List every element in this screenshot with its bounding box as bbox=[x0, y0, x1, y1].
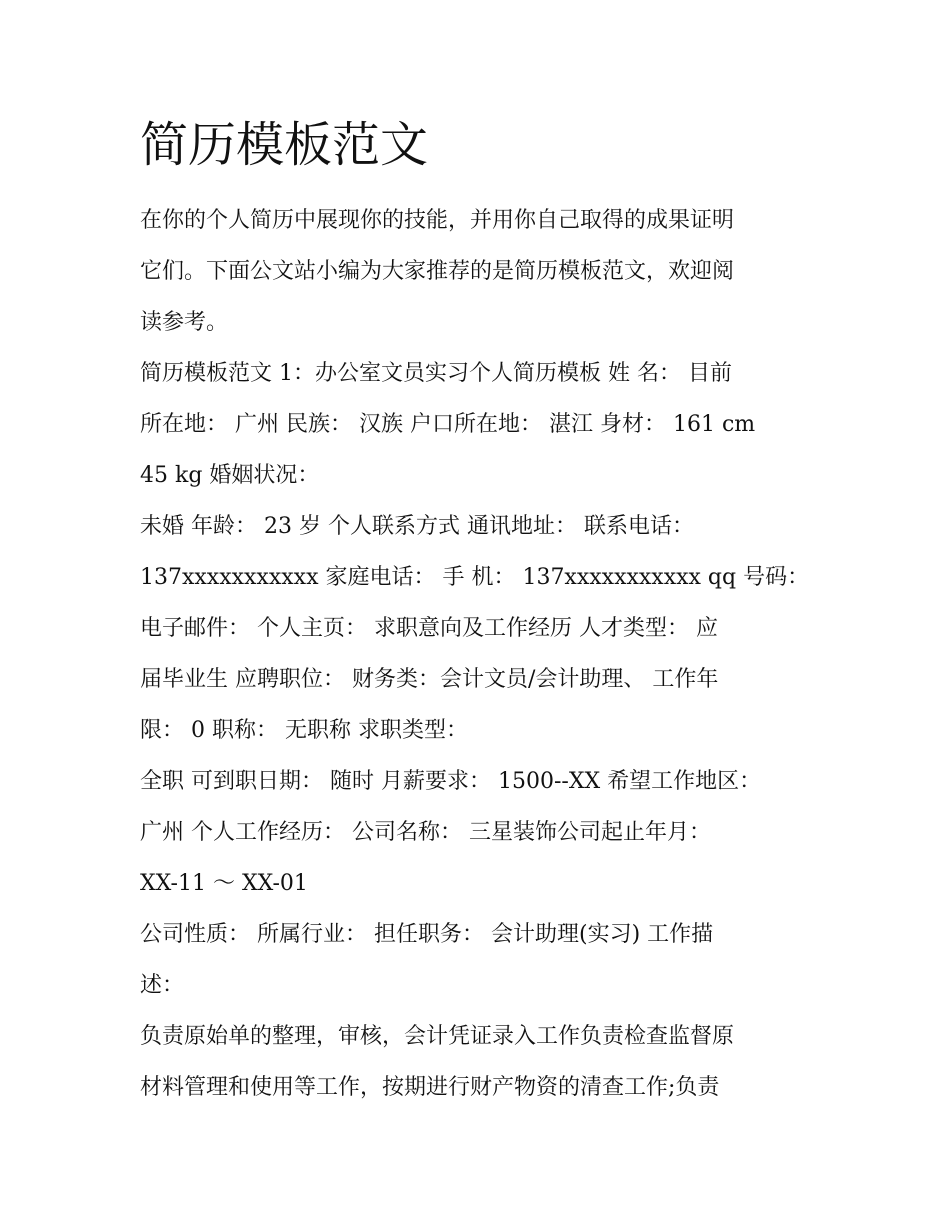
text-line: 述： bbox=[140, 973, 185, 998]
text-line: 材料管理和使用等工作，按期进行财产物资的清查工作;负责 bbox=[140, 1075, 720, 1100]
text-line: 未婚 年龄： 23 岁 个人联系方式 通讯地址： 联系电话： bbox=[140, 514, 694, 539]
text-line: 所在地： 广州 民族： 汉族 户口所在地： 湛江 身材： 161 cm bbox=[140, 412, 756, 437]
text-line: 电子邮件： 个人主页： 求职意向及工作经历 人才类型： 应 bbox=[140, 616, 718, 641]
text-line: 它们。下面公文站小编为大家推荐的是简历模板范文，欢迎阅 bbox=[140, 259, 735, 284]
text-line: XX-11 ～ XX-01 bbox=[140, 871, 308, 896]
text-line: 简历模板范文 1：办公室文员实习个人简历模板 姓 名： 目前 bbox=[140, 361, 732, 386]
text-line: 届毕业生 应聘职位： 财务类：会计文员/会计助理、 工作年 bbox=[140, 667, 719, 692]
text-line: 45 kg 婚姻状况： bbox=[140, 463, 320, 488]
text-line: 在你的个人简历中展现你的技能，并用你自己取得的成果证明 bbox=[140, 208, 735, 233]
text-line: 137xxxxxxxxxxx 家庭电话： 手 机： 137xxxxxxxxxxx qq 号码： bbox=[140, 565, 810, 590]
text-line: 广州 个人工作经历： 公司名称： 三星装饰公司起止年月： bbox=[140, 820, 711, 845]
text-line: 限： 0 职称： 无职称 求职类型： bbox=[140, 718, 468, 743]
text-line: 全职 可到职日期： 随时 月薪要求： 1500--XX 希望工作地区： bbox=[140, 769, 762, 794]
text-line: 公司性质： 所属行业： 担任职务： 会计助理(实习) 工作描 bbox=[140, 922, 714, 947]
page-title: 简历模板范文 bbox=[140, 117, 429, 173]
text-line: 负责原始单的整理，审核，会计凭证录入工作负责检查监督原 bbox=[140, 1024, 735, 1049]
text-line: 读参考。 bbox=[140, 310, 229, 335]
